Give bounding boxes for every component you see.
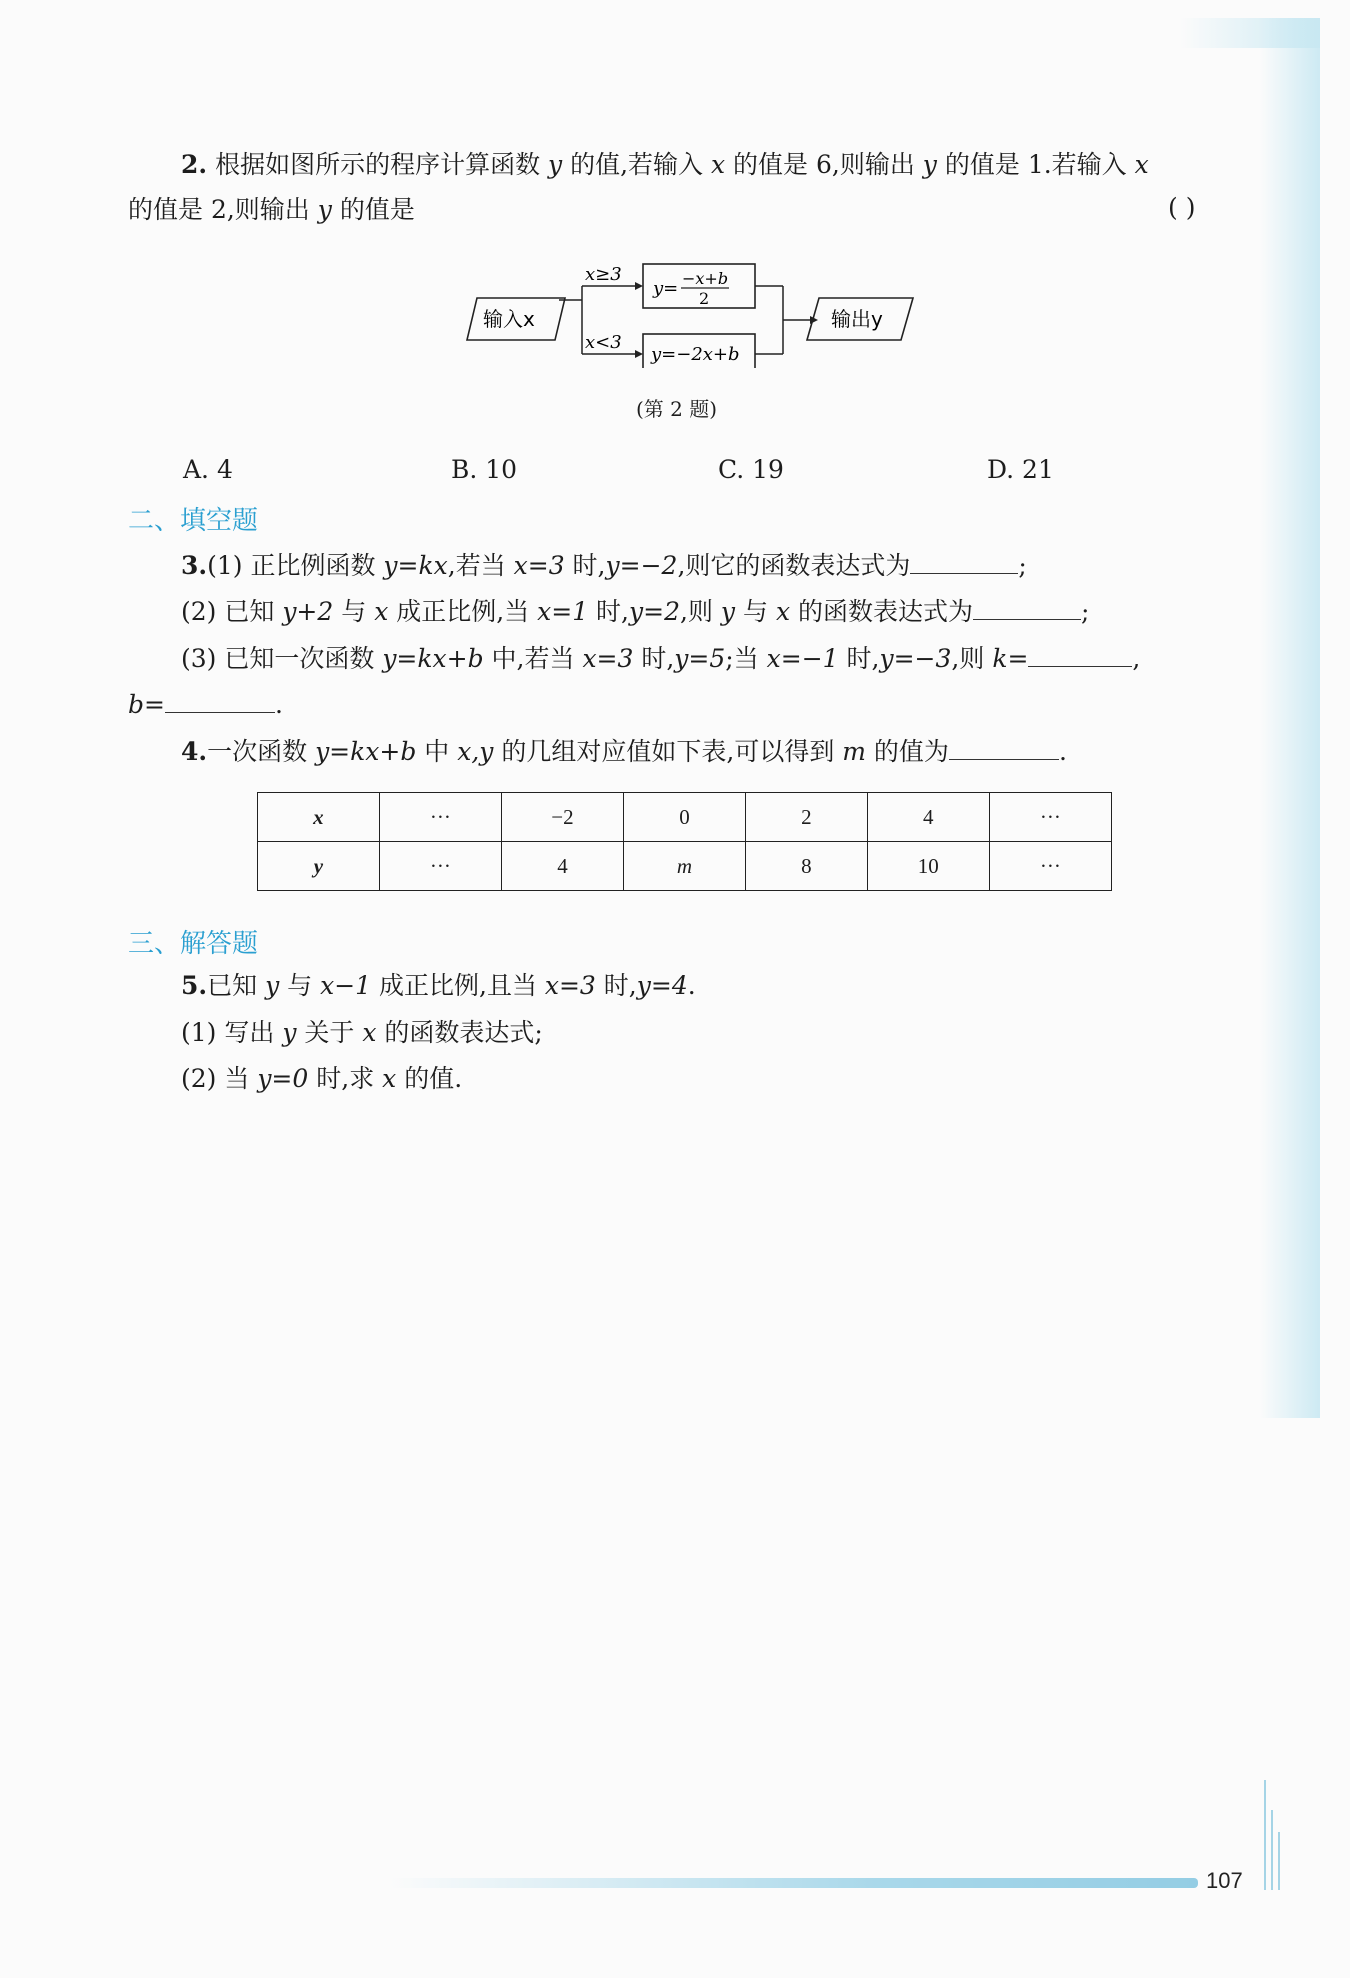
- q5-line: [181, 969, 696, 1003]
- table-cell: x: [258, 793, 380, 842]
- answer-blank[interactable]: [910, 547, 1018, 574]
- q3-math: x=−1: [766, 644, 839, 673]
- answer-blank[interactable]: [973, 593, 1081, 620]
- q3-text: (3) 已知一次函数: [181, 644, 383, 673]
- q3-math: y+2: [282, 597, 334, 626]
- table-cell: 0: [624, 793, 746, 842]
- q3-text: ,则它的函数表达式为: [677, 551, 911, 580]
- q4-math: m: [842, 737, 866, 766]
- table-row-x: [258, 793, 1112, 842]
- q3-math: b=: [128, 690, 165, 719]
- q5-text: 时,: [595, 971, 637, 1000]
- q5-text: .: [687, 971, 696, 1000]
- q2-text: 的值是 2,则输出: [128, 195, 318, 224]
- q5-math: x−1: [320, 971, 372, 1000]
- q3-math: x=3: [513, 551, 565, 580]
- answer-blank[interactable]: [165, 686, 275, 713]
- q5-text: 与: [279, 971, 321, 1000]
- output-label: 输出y: [831, 307, 883, 331]
- answer-blank[interactable]: [1028, 640, 1132, 667]
- q2-var: y: [548, 150, 563, 179]
- q3-text: 时,: [564, 551, 606, 580]
- deco-line: [1278, 1832, 1280, 1890]
- q5-text: 成正比例,且当: [371, 971, 545, 1000]
- q3-part3: [181, 640, 1140, 676]
- q5-text: (1) 写出: [181, 1018, 283, 1047]
- page-edge-decoration: [1260, 18, 1320, 1418]
- q2-number: 2.: [181, 150, 208, 179]
- table-cell: 8: [745, 842, 867, 891]
- table-cell: ···: [989, 793, 1111, 842]
- q3-math: x: [775, 597, 791, 626]
- q2-var: y: [317, 195, 332, 224]
- table-cell: 10: [867, 842, 989, 891]
- q3-text: ;: [1081, 597, 1090, 626]
- q2-text: 的值是 1.若输入: [936, 150, 1135, 179]
- table-cell: −2: [501, 793, 623, 842]
- q3-text: 与: [333, 597, 375, 626]
- q4-text: 的几组对应值如下表,可以得到: [493, 737, 843, 766]
- q3-math: y: [720, 597, 736, 626]
- q3-text: 中,若当: [483, 644, 583, 673]
- section-fill-in-blank: 二、填空题: [128, 506, 259, 536]
- q4-line: [181, 733, 1067, 769]
- q5-text: (2) 当: [181, 1064, 258, 1093]
- condition-bottom: x<3: [585, 332, 622, 353]
- q2-text: 的值,若输入: [562, 150, 711, 179]
- q3-text: (1) 正比例函数: [207, 551, 384, 580]
- q5-text: 的值.: [396, 1064, 463, 1093]
- q2-var: x: [710, 150, 726, 179]
- q3-math: y=2: [629, 597, 680, 626]
- q4-math: y=kx+b: [315, 737, 417, 766]
- footer-bar: [390, 1878, 1198, 1888]
- flowchart-svg: [455, 258, 925, 368]
- q4-math: x,y: [457, 737, 494, 766]
- formula-top-denominator: 2: [699, 289, 710, 308]
- q5-math: y: [265, 971, 280, 1000]
- q3-math: y=5: [674, 644, 726, 673]
- footer-vertical-lines: [1262, 1770, 1286, 1890]
- q3-text: 成正比例,当: [388, 597, 538, 626]
- choice-d[interactable]: D. 21: [987, 455, 1054, 484]
- q5-part2: [181, 1062, 462, 1096]
- q3-text: ;当: [725, 644, 767, 673]
- q5-math: y: [282, 1018, 297, 1047]
- q5-math: y=4: [636, 971, 688, 1000]
- table-cell: m: [624, 842, 746, 891]
- figure-caption: (第 2 题): [636, 397, 718, 421]
- xy-value-table: [257, 792, 1112, 891]
- q2-text: 的值是 6,则输出: [725, 150, 923, 179]
- deco-line: [1271, 1810, 1273, 1890]
- q3-math: x=1: [537, 597, 589, 626]
- q3-math: y=−3: [879, 644, 952, 673]
- page-number: 107: [1206, 1868, 1243, 1893]
- q3-math: y=−2: [605, 551, 678, 580]
- q3-text: ,: [1132, 644, 1141, 673]
- q3-math: y=kx+b: [382, 644, 484, 673]
- q3-math: k=: [992, 644, 1029, 673]
- q2-flowchart: [455, 258, 925, 368]
- q3-text: .: [274, 690, 283, 719]
- choice-a[interactable]: A. 4: [183, 455, 233, 484]
- q5-math: x: [362, 1018, 377, 1047]
- choice-b[interactable]: B. 10: [451, 455, 518, 484]
- q5-text: 时,求: [308, 1064, 383, 1093]
- table-cell: 2: [745, 793, 867, 842]
- q5-part1: [181, 1016, 543, 1050]
- q3-text: 与: [735, 597, 776, 626]
- table-cell: 4: [867, 793, 989, 842]
- condition-top: x≥3: [585, 264, 622, 285]
- formula-top-numerator: −x+b: [682, 269, 729, 288]
- arrow-head: [635, 282, 643, 290]
- table-cell: ···: [379, 793, 501, 842]
- input-label: 输入x: [483, 307, 535, 331]
- q3-math: y=kx: [383, 551, 448, 580]
- q3-text: 时,: [633, 644, 675, 673]
- table-cell: y: [258, 842, 380, 891]
- q3-part1: [181, 547, 1027, 583]
- q3-part2: [181, 593, 1089, 629]
- q3-text: 的函数表达式为: [790, 597, 973, 626]
- q3-text: (2) 已知: [181, 597, 283, 626]
- q3-math: x=3: [582, 644, 634, 673]
- table-cell: 4: [501, 842, 623, 891]
- q4-text: 的值为: [865, 737, 949, 766]
- q2-var: y: [922, 150, 937, 179]
- formula-top-prefix: y=: [653, 278, 679, 299]
- q3-text: 时,: [838, 644, 880, 673]
- q4-number: 4.: [181, 737, 208, 766]
- q3-math: x: [374, 597, 389, 626]
- q3-number: 3.: [181, 551, 208, 580]
- choice-c[interactable]: C. 19: [718, 455, 784, 484]
- q5-math: y=0: [257, 1064, 309, 1093]
- q5-text: 已知: [207, 971, 266, 1000]
- q2-var: x: [1134, 150, 1149, 179]
- q3-text: ;: [1018, 551, 1027, 580]
- q5-math: x: [382, 1064, 397, 1093]
- q3-text: ,则: [680, 597, 721, 626]
- arrow-head: [635, 350, 643, 358]
- q3-part3-cont: [128, 686, 283, 722]
- q4-text: .: [1058, 737, 1067, 766]
- q2-text: 的值是: [331, 195, 415, 224]
- deco-line: [1264, 1780, 1266, 1890]
- q5-number: 5.: [181, 971, 208, 1000]
- q5-text: 关于: [296, 1018, 363, 1047]
- q2-answer-parentheses: ( ): [1168, 193, 1196, 222]
- table-cell: ···: [989, 842, 1111, 891]
- q4-text: 一次函数: [207, 737, 316, 766]
- table-row-y: [258, 842, 1112, 891]
- q3-text: 时,: [588, 597, 630, 626]
- q3-text: ,若当: [447, 551, 514, 580]
- q5-math: x=3: [544, 971, 596, 1000]
- table-cell: ···: [379, 842, 501, 891]
- q4-text: 中: [416, 737, 458, 766]
- q2-text: 根据如图所示的程序计算函数: [215, 150, 549, 179]
- answer-blank[interactable]: [949, 733, 1059, 760]
- q2-line2: [128, 193, 415, 227]
- q2-line1: [181, 148, 1149, 182]
- q5-text: 的函数表达式;: [376, 1018, 543, 1047]
- q3-text: ,则: [951, 644, 993, 673]
- formula-bottom: y=−2x+b: [651, 344, 740, 365]
- section-problem-solving: 三、解答题: [128, 929, 259, 959]
- page-corner-decoration: [1180, 18, 1320, 48]
